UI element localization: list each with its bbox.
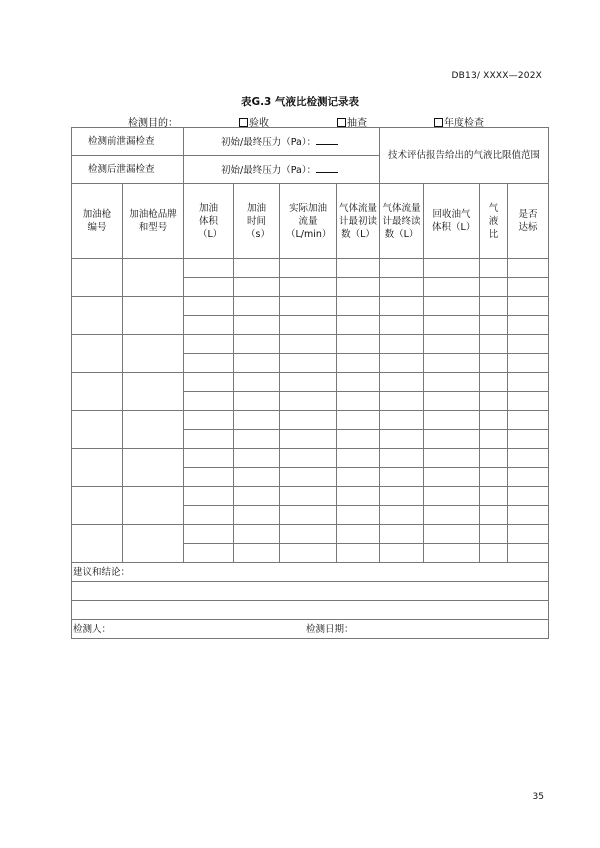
checkbox-icon — [434, 118, 443, 127]
option-annual-check: 年度检查 — [434, 114, 484, 129]
col-fuel-flow: 实际加油流量（L/min） — [280, 184, 337, 259]
brand-cell — [123, 259, 184, 297]
nozzle-cell — [72, 259, 123, 297]
nozzle-cell — [72, 297, 123, 335]
standard-code: DB13/ XXXX—202X — [451, 71, 542, 81]
table-row — [72, 297, 549, 316]
nozzle-cell — [72, 335, 123, 373]
post-leak-pressure: 初始/最终压力（Pa）： — [184, 156, 380, 184]
record-table — [71, 127, 549, 639]
date-label: 检测日期： — [306, 623, 354, 635]
nozzle-cell — [72, 373, 123, 411]
brand-cell — [123, 411, 184, 449]
table-row — [72, 411, 549, 430]
brand-cell — [123, 449, 184, 487]
page-number: 35 — [532, 792, 544, 802]
col-fuel-time: 加油时间（s） — [234, 184, 280, 259]
brand-cell — [123, 297, 184, 335]
nozzle-cell — [72, 525, 123, 563]
brand-cell — [123, 525, 184, 563]
pre-leak-check-label: 检测前泄漏检查 — [72, 128, 184, 156]
conclusion-label: 建议和结论： — [72, 563, 549, 582]
col-gas-initial: 气体流量计最初读数（L） — [337, 184, 380, 259]
table-row — [72, 259, 549, 278]
option-acceptance: 验收 — [239, 114, 269, 129]
column-header-row — [72, 184, 549, 259]
limit-range-note: 技术评估报告给出的气液比限值范围 — [380, 128, 549, 184]
table-row — [72, 335, 549, 354]
col-gas-liquid-ratio: 气液比 — [480, 184, 508, 259]
nozzle-cell — [72, 487, 123, 525]
brand-cell — [123, 373, 184, 411]
table-row — [72, 525, 549, 544]
conclusion-line — [72, 582, 549, 601]
signature-row — [72, 620, 549, 639]
table-title: 表G.3 气液比检测记录表 — [240, 96, 360, 108]
nozzle-cell — [72, 411, 123, 449]
col-gas-final: 气体流量计最终读数（L） — [380, 184, 424, 259]
conclusion-line — [72, 601, 549, 620]
brand-cell — [123, 335, 184, 373]
table-row — [72, 487, 549, 506]
checkbox-icon — [337, 118, 346, 127]
option-spot-check: 抽查 — [337, 114, 367, 129]
brand-cell — [123, 487, 184, 525]
inspector-label: 检测人： — [73, 623, 112, 635]
table-row — [72, 449, 549, 468]
col-nozzle-number: 加油枪编号 — [72, 184, 123, 259]
post-leak-check-label: 检测后泄漏检查 — [72, 156, 184, 184]
nozzle-cell — [72, 449, 123, 487]
col-nozzle-brand: 加油枪品牌和型号 — [123, 184, 184, 259]
purpose-row — [128, 114, 548, 128]
col-recovered-vapor: 回收油气体积（L） — [424, 184, 480, 259]
checkbox-icon — [239, 118, 248, 127]
table-row — [72, 373, 549, 392]
purpose-label: 检测目的： — [128, 118, 178, 129]
col-pass: 是否达标 — [508, 184, 549, 259]
pre-leak-pressure: 初始/最终压力（Pa）： — [184, 128, 380, 156]
col-fuel-volume: 加油体积（L） — [184, 184, 234, 259]
